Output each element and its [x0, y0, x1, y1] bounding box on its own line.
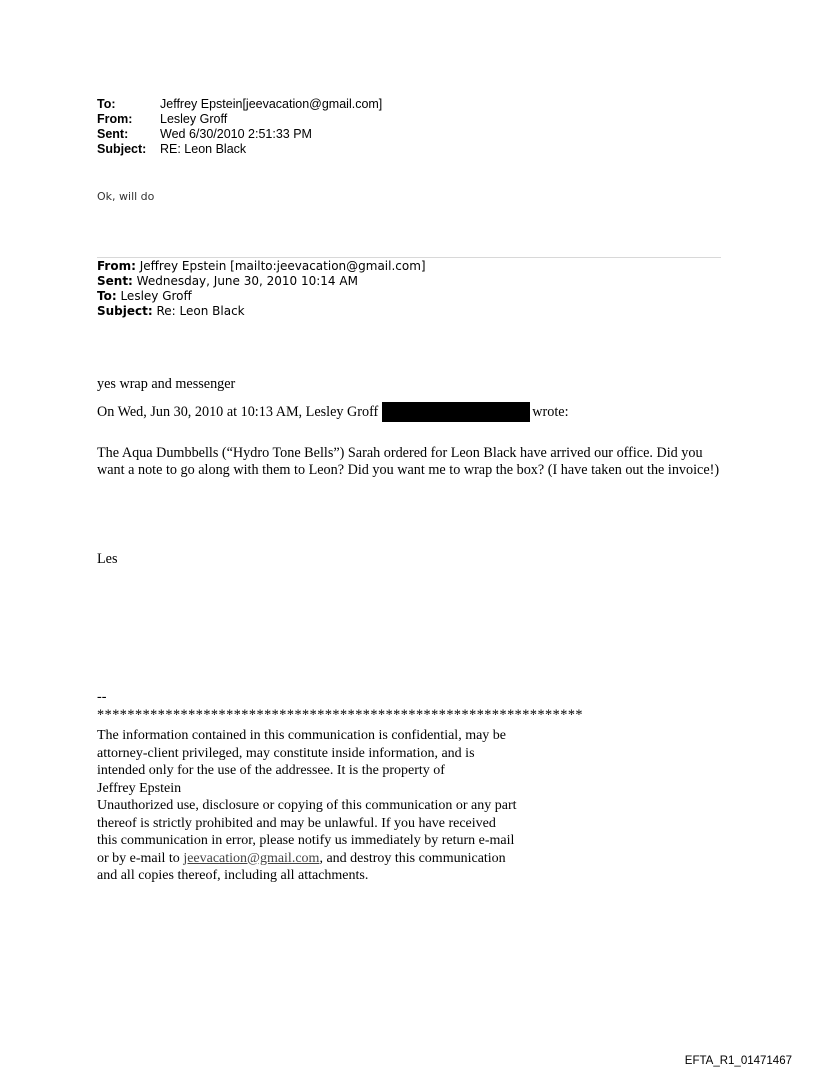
disclaimer-part2: Unauthorized use, disclosure or copying of this communication or any part thereof is strictly prohibited and may be unlawful. If you have received this communication in error, please notify us immediately by return e-mail or by e-mail to [97, 798, 517, 866]
quoted-message: The Aqua Dumbbells (“Hydro Tone Bells”) Sarah ordered for Leon Black have arrived our office. Did you want a note to go along with them to Leon? Did you want me to wrap the box? (I have taken out the invoice!) [97, 445, 720, 478]
email-header [97, 97, 382, 157]
to-row [97, 97, 382, 112]
redaction-box [382, 402, 530, 422]
quoted-sent-row [97, 274, 426, 289]
quoted-subject-label: Subject: [97, 304, 153, 318]
from-value: Lesley Groff [160, 112, 228, 126]
subject-label: Subject: [97, 142, 147, 156]
subject-value: RE: Leon Black [160, 142, 247, 156]
quoted-from-row [97, 259, 426, 274]
disclaimer-owner: Jeffrey Epstein [97, 780, 182, 796]
subject-row [97, 142, 382, 157]
quoted-sent-label: Sent: [97, 274, 133, 288]
quoted-to-value: Lesley Groff [116, 289, 192, 303]
signature-dash: -- [97, 689, 107, 705]
divider [97, 257, 721, 258]
sent-value: Wed 6/30/2010 2:51:33 PM [160, 127, 312, 141]
quoted-from-label: From: [97, 259, 136, 273]
signature-stars: **************************************************************** [97, 707, 583, 723]
to-label: To: [97, 97, 116, 111]
quoted-header [97, 259, 426, 319]
quoted-subject-value: Re: Leon Black [152, 304, 245, 318]
body-line: yes wrap and messenger [97, 376, 236, 392]
quoted-from-value: Jeffrey Epstein [mailto:jeevacation@gmail.com] [135, 259, 426, 273]
from-row [97, 112, 382, 127]
quote-intro-text: On Wed, Jun 30, 2010 at 10:13 AM, Lesley Groff [97, 403, 379, 420]
document-id: EFTA_R1_01471467 [684, 1055, 792, 1067]
quoted-sent-value: Wednesday, June 30, 2010 10:14 AM [132, 274, 358, 288]
disclaimer-part3: , and destroy this communication and all copies thereof, including all attachments. [97, 850, 506, 883]
quoted-subject-row [97, 304, 426, 319]
quoted-to-row [97, 289, 426, 304]
from-label: From: [97, 112, 133, 126]
sent-row [97, 127, 382, 142]
disclaimer [97, 727, 517, 885]
reply-text: Ok, will do [97, 190, 155, 203]
sent-label: Sent: [97, 127, 129, 141]
quote-wrote: wrote: [532, 403, 569, 420]
signoff: Les [97, 551, 118, 567]
email-link[interactable]: jeevacation@gmail.com [183, 850, 320, 866]
quoted-to-label: To: [97, 289, 117, 303]
to-value: Jeffrey Epstein[jeevacation@gmail.com] [160, 97, 383, 111]
quote-intro [97, 402, 569, 422]
disclaimer-part1: The information contained in this communication is confidential, may be attorney-client privileged, may constitute inside information, and is intended only for the use of the addressee. It is the property of [97, 728, 507, 778]
